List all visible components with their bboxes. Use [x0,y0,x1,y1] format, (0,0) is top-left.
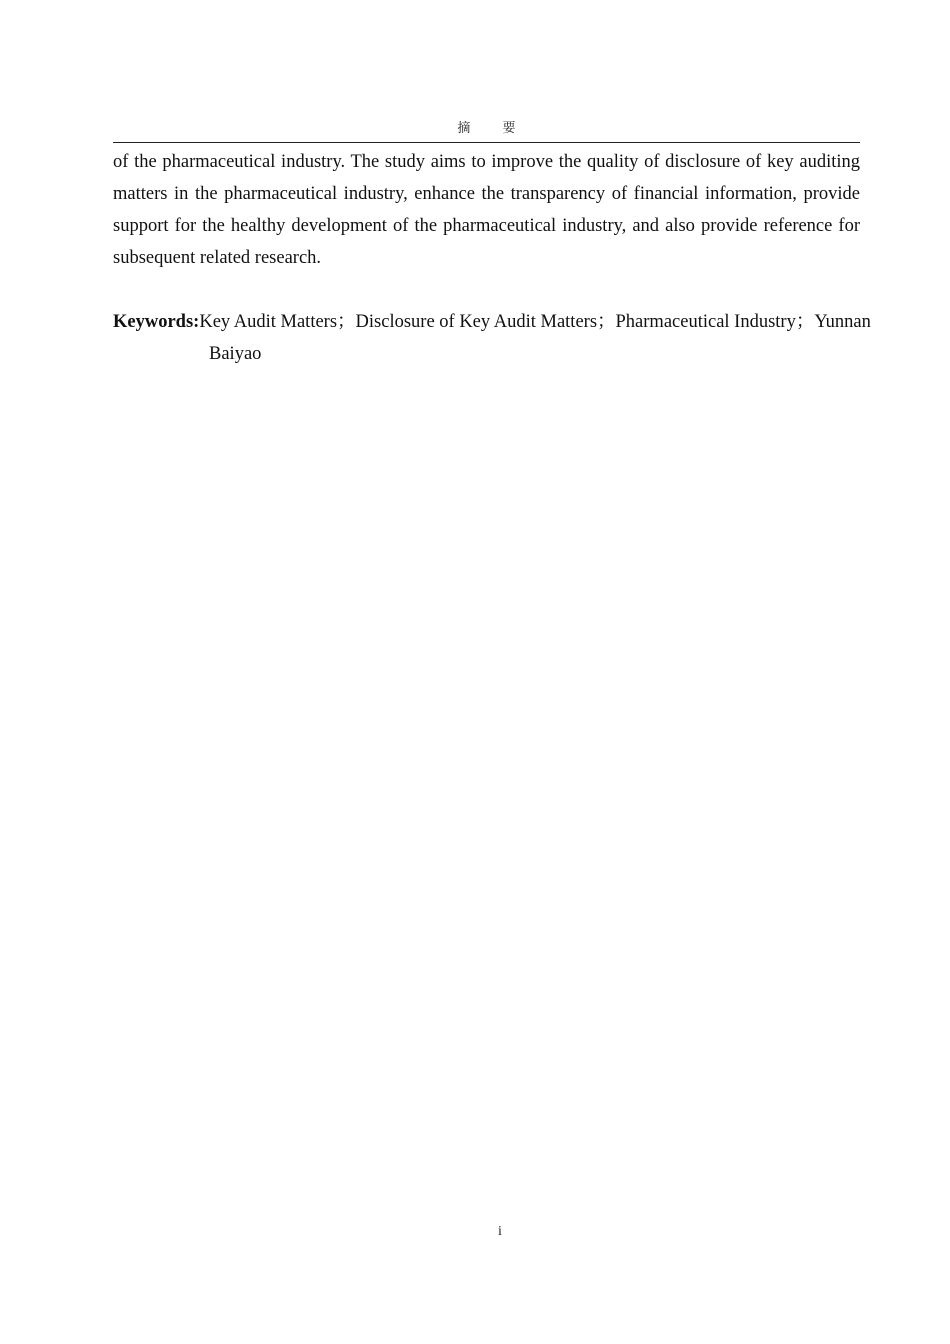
page-number: i [498,1224,502,1239]
keywords-line [113,306,893,370]
page-header [113,118,860,143]
keywords-text: Key Audit Matters；Disclosure of Key Audit Matters；Pharmaceutical Industry；Yunnan Baiyao [199,312,871,364]
abstract-paragraph: of the pharmaceutical industry. The study aims to improve the quality of disclosure of key auditing matters in the pharmaceutical industry, enhance the transparency of financial information, provide support for the healthy development of the pharmaceutical industry, and also provide reference for subsequent related research. [113,152,860,268]
header-title: 摘 要 [457,121,530,136]
keywords-label: Keywords: [113,312,200,332]
